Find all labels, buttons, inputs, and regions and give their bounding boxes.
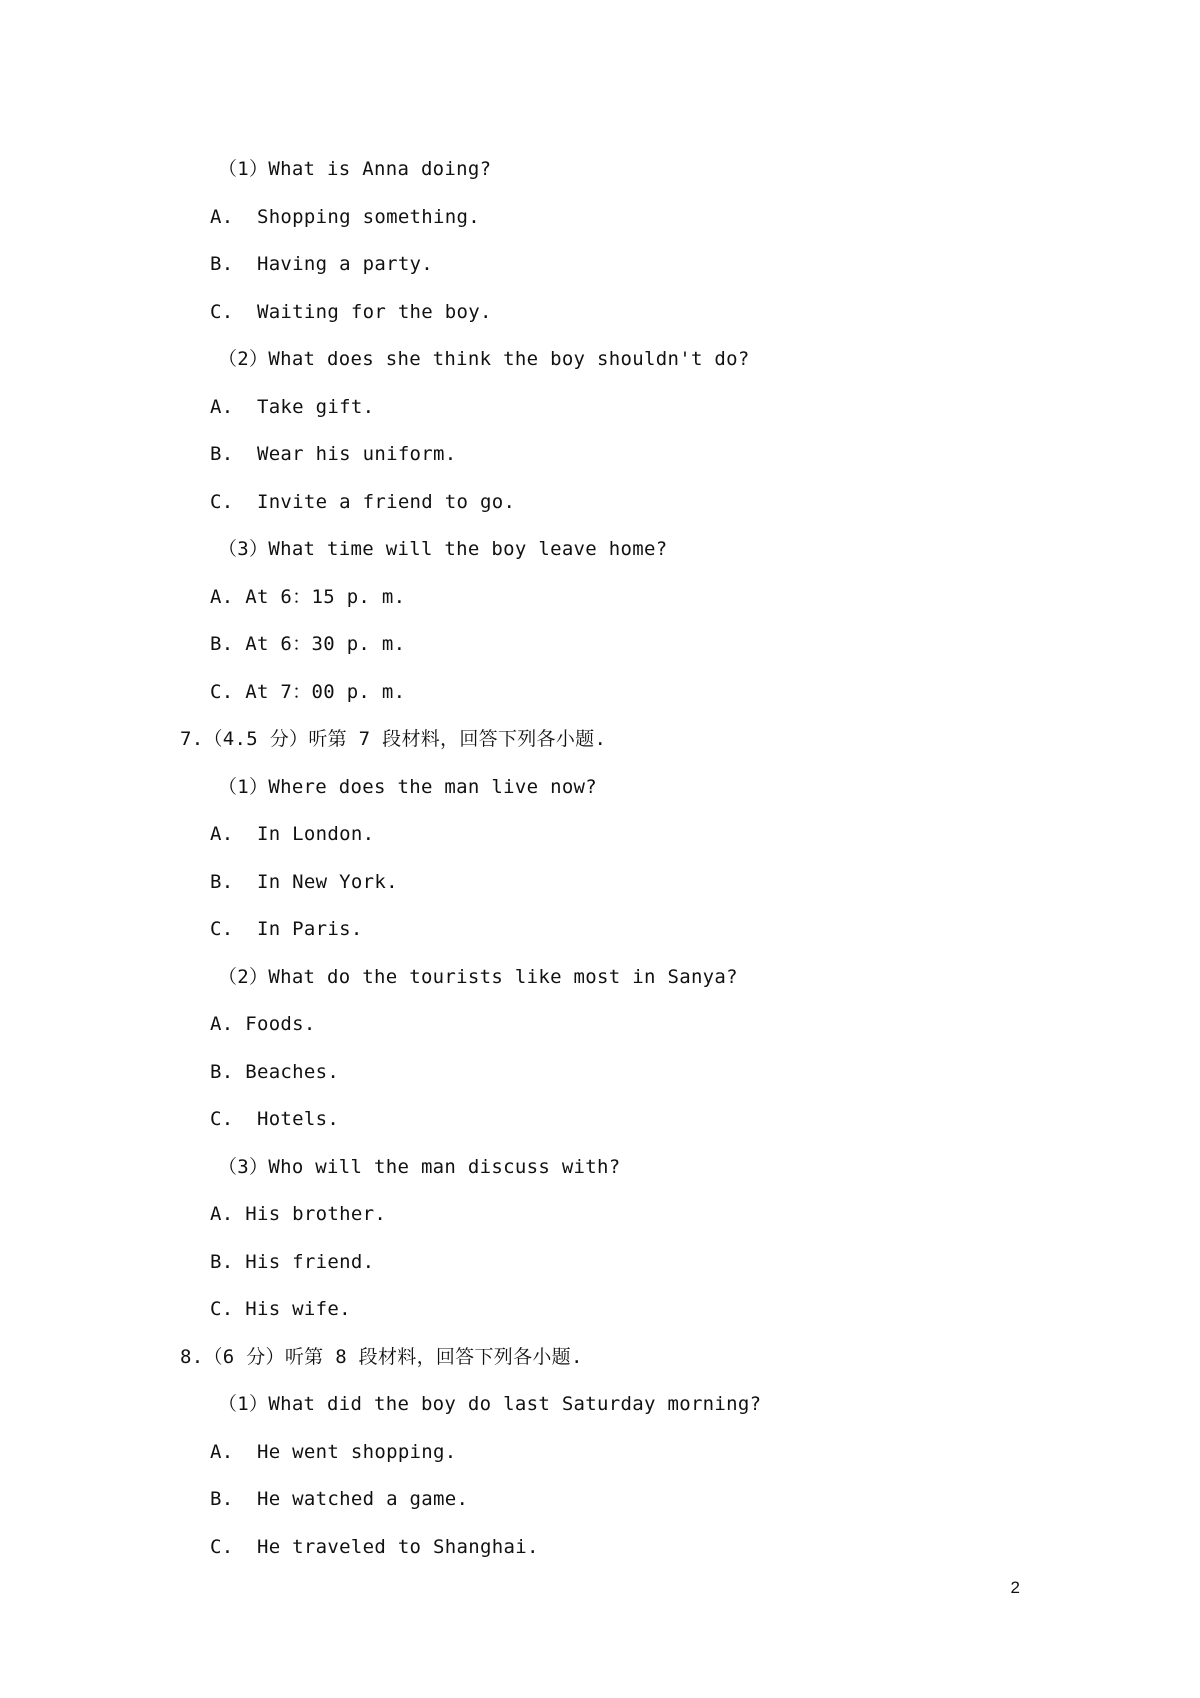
answer-option: B. Beaches. <box>210 1060 340 1083</box>
page-number: 2 <box>1010 1578 1020 1597</box>
answer-option: C. His wife. <box>210 1298 351 1320</box>
question-header: 7.（4.5 分）听第 7 段材料，回答下列各小题. <box>180 728 607 750</box>
question-header: 8.（6 分）听第 8 段材料，回答下列各小题. <box>180 1345 583 1368</box>
sub-question: （3）What time will the boy leave home? <box>218 538 668 560</box>
sub-question: （2）What do the tourists like most in Sanya? <box>218 965 738 988</box>
answer-option: C. Hotels. <box>210 1108 340 1130</box>
answer-option: B. Wear his uniform. <box>210 443 457 465</box>
answer-option: A. In London. <box>210 823 375 845</box>
answer-option: B. In New York. <box>210 870 398 893</box>
answer-option: A. Take gift. <box>210 395 375 418</box>
sub-question: （1）What is Anna doing? <box>218 158 492 180</box>
sub-question: （1）What did the boy do last Saturday morning? <box>218 1393 762 1415</box>
answer-option: B. Having a party. <box>210 253 434 275</box>
answer-option: B. He watched a game. <box>210 1488 469 1510</box>
answer-option: C. At 7：00 p. m. <box>210 680 406 703</box>
sub-question: （2）What does she think the boy shouldn't do? <box>218 348 750 370</box>
answer-option: A. His brother. <box>210 1203 387 1225</box>
answer-option: B. His friend. <box>210 1250 375 1273</box>
sub-question: （3）Who will the man discuss with? <box>218 1155 621 1178</box>
answer-option: A. Shopping something. <box>210 205 480 228</box>
page-content <box>0 150 1200 1575</box>
sub-question: （1）Where does the man live now? <box>218 775 598 798</box>
answer-option: B. At 6：30 p. m. <box>210 633 406 655</box>
answer-option: A. At 6：15 p. m. <box>210 585 406 608</box>
answer-option: C. He traveled to Shanghai. <box>210 1535 539 1558</box>
answer-option: C. In Paris. <box>210 918 363 940</box>
answer-option: A. Foods. <box>210 1013 316 1035</box>
answer-option: C. Invite a friend to go. <box>210 490 516 513</box>
answer-option: A. He went shopping. <box>210 1440 457 1463</box>
answer-option: C. Waiting for the boy. <box>210 300 492 323</box>
